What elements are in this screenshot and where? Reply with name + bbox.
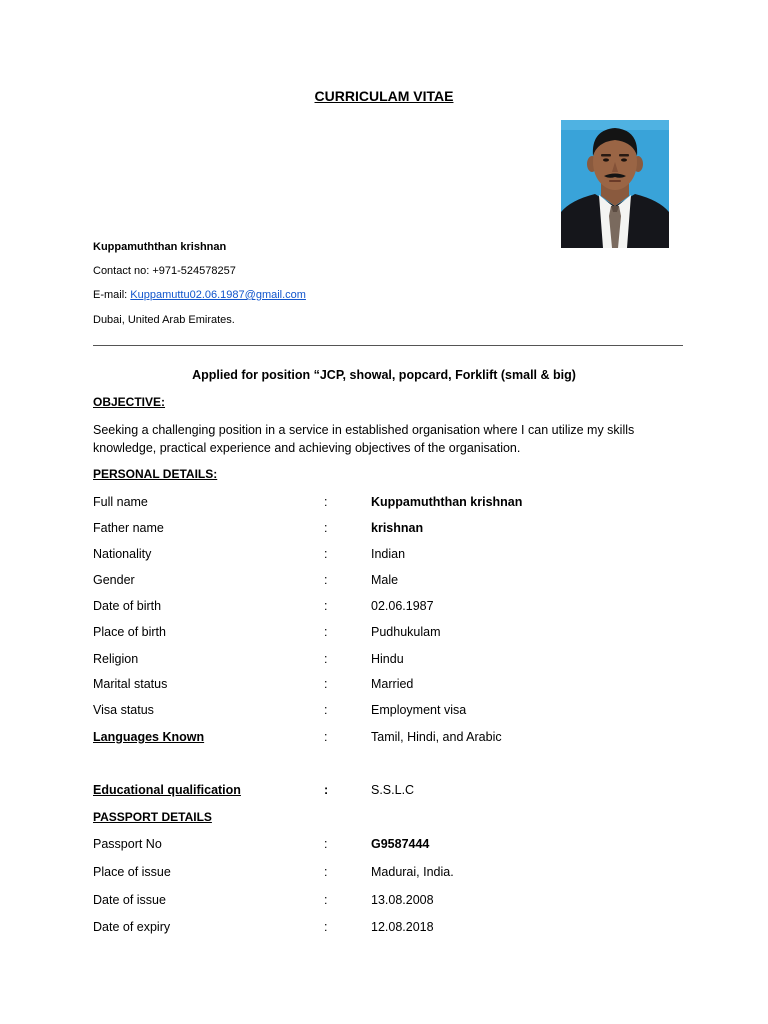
row-colon: : [324, 893, 328, 907]
row-colon: : [324, 837, 328, 851]
email-line [93, 289, 306, 301]
row-value: Tamil, Hindi, and Arabic [371, 730, 502, 744]
row-colon: : [324, 495, 328, 509]
row-label: Full name [93, 495, 148, 509]
row-label: Date of expiry [93, 920, 171, 934]
row-value: G9587444 [371, 837, 430, 851]
row-colon: : [324, 677, 328, 691]
row-label: Languages Known [93, 730, 205, 744]
education-label: Educational qualification [93, 783, 241, 797]
row-colon: : [324, 920, 328, 934]
row-label: Date of issue [93, 893, 166, 907]
portrait-image [561, 120, 669, 248]
row-colon: : [324, 865, 328, 879]
row-label: Visa status [93, 703, 154, 717]
email-link[interactable]: Kuppamuttu02.06.1987@gmail.com [130, 289, 306, 301]
email-label: E-mail: [93, 289, 131, 301]
row-value: Indian [371, 547, 406, 561]
row-colon: : [324, 652, 328, 666]
row-label: Nationality [93, 547, 152, 561]
row-value: krishnan [371, 521, 424, 535]
education-colon: : [324, 783, 329, 797]
row-colon: : [324, 730, 328, 744]
row-value: Madurai, India. [371, 865, 454, 879]
row-colon: : [324, 573, 328, 587]
row-value: 12.08.2018 [371, 920, 434, 934]
row-value: 13.08.2008 [371, 893, 434, 907]
location: Dubai, United Arab Emirates. [93, 314, 235, 326]
row-value: 02.06.1987 [371, 599, 434, 613]
row-colon: : [324, 703, 328, 717]
candidate-name: Kuppamuththan krishnan [93, 241, 227, 253]
row-value: Married [371, 677, 414, 691]
row-label: Father name [93, 521, 164, 535]
row-value: Employment visa [371, 703, 467, 717]
personal-details-heading: PERSONAL DETAILS: [93, 467, 218, 481]
passport-details-heading: PASSPORT DETAILS [93, 810, 212, 824]
applied-position: Applied for position “JCP, showal, popcard, Forklift (small & big) [192, 368, 576, 382]
row-label: Passport No [93, 837, 162, 851]
objective-heading: OBJECTIVE: [93, 395, 166, 409]
row-label: Religion [93, 652, 139, 666]
row-value: Hindu [371, 652, 404, 666]
row-colon: : [324, 521, 328, 535]
section-divider [93, 345, 683, 346]
row-label: Gender [93, 573, 135, 587]
row-label: Date of birth [93, 599, 162, 613]
row-colon: : [324, 625, 328, 639]
row-label: Marital status [93, 677, 168, 691]
profile-photo [561, 120, 669, 248]
row-value: Pudhukulam [371, 625, 441, 639]
contact-number: Contact no: +971-524578257 [93, 265, 236, 277]
row-label: Place of issue [93, 865, 171, 879]
row-value: Kuppamuththan krishnan [371, 495, 523, 509]
objective-text: Seeking a challenging position in a service in established organisation where I can utilize my skills knowledge, practical experience and achieving objectives of the organisation. [93, 423, 635, 455]
education-value: S.S.L.C [371, 783, 415, 797]
document-title: CURRICULAM VITAE [314, 88, 454, 104]
row-colon: : [324, 547, 328, 561]
row-colon: : [324, 599, 328, 613]
row-label: Place of birth [93, 625, 166, 639]
row-value: Male [371, 573, 399, 587]
